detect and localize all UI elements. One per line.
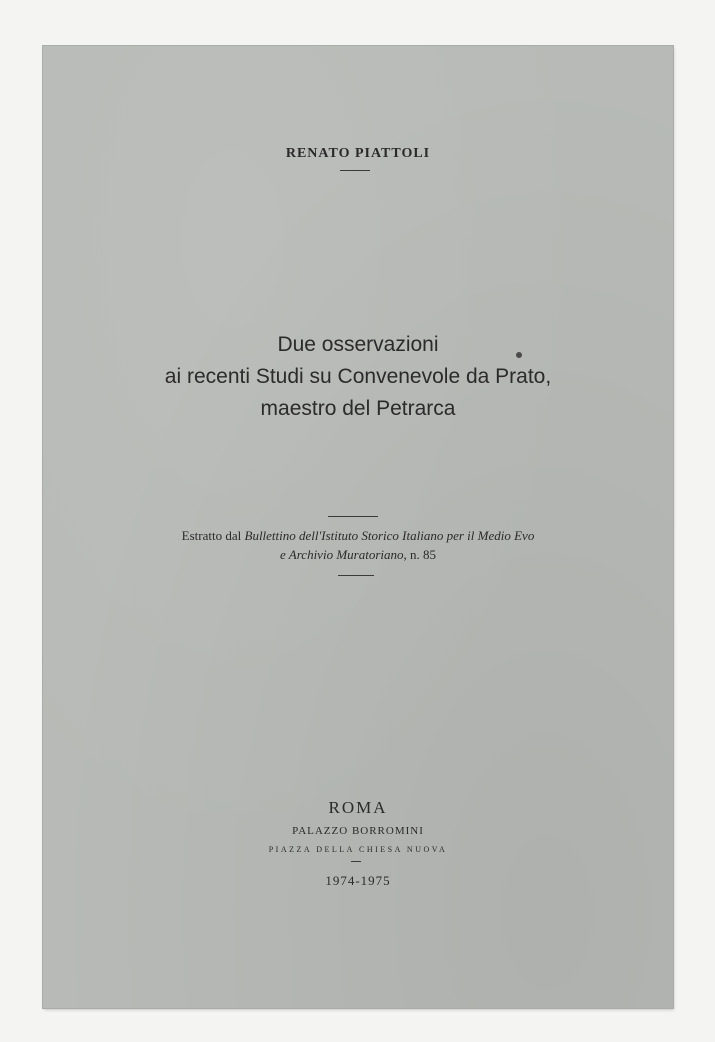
extract-divider-bottom: [338, 575, 374, 576]
imprint-publisher: PALAZZO BORROMINI: [292, 825, 424, 837]
date-divider: [351, 861, 361, 862]
title-line-3: maestro del Petrarca: [260, 397, 456, 420]
document-title: [43, 329, 673, 425]
author-divider: [340, 170, 370, 171]
title-line-1: Due osservazioni: [277, 333, 439, 356]
journal-name-line-2: e Archivio Muratoriano: [280, 547, 404, 562]
author-name: RENATO PIATTOLI: [285, 146, 431, 161]
imprint-years: 1974-1975: [325, 873, 391, 888]
imprint-address: PIAZZA DELLA CHIESA NUOVA: [268, 845, 448, 854]
journal-name-line-1: Bullettino dell'Istituto Storico Italiano per il Medio Evo: [244, 528, 535, 543]
imprint-city: ROMA: [328, 798, 388, 817]
paper-speck: [516, 352, 522, 358]
issue-number: , n. 85: [403, 547, 436, 562]
extract-divider-top: [328, 516, 378, 517]
extract-prefix: Estratto dal: [181, 528, 242, 543]
document-cover: [43, 46, 673, 1008]
title-line-2: ai recenti Studi su Convenevole da Prato,: [164, 365, 552, 388]
extract-note: [43, 526, 673, 564]
